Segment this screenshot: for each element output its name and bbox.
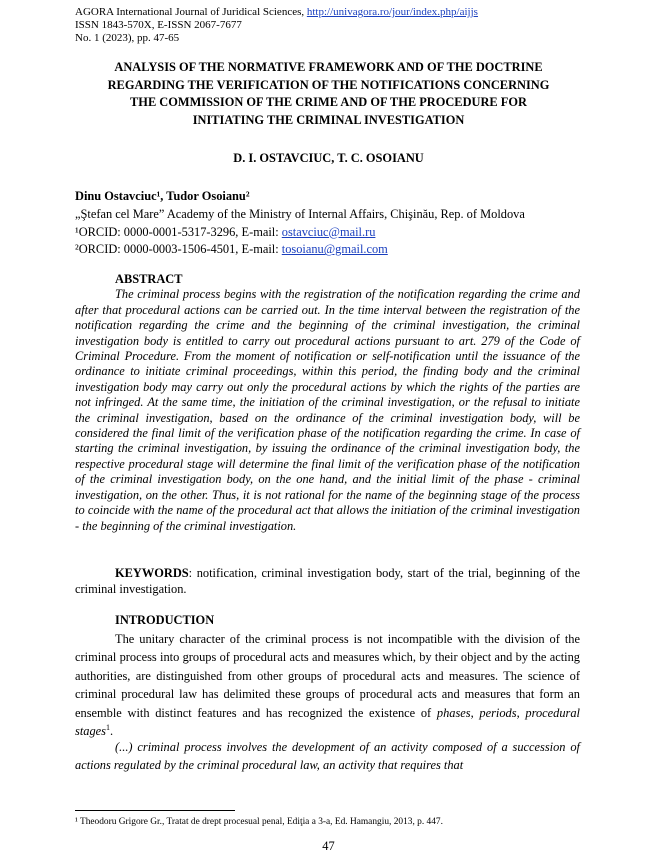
title-line: THE COMMISSION OF THE CRIME AND OF THE PROCEDURE FOR — [130, 95, 527, 109]
intro-text: The unitary character of the criminal process is not incompatible with the division of the criminal process into groups of procedural acts and measures which, by their object and by the acting authorities, are distinguished from other groups of procedural acts and measures. The science of criminal procedural law has delimited these groups of procedural acts and measures that form an ensemble with distinct features and has recognized the existence of — [75, 632, 580, 720]
introduction-paragraph-1 — [75, 630, 580, 740]
author-names: Dinu Ostavciuc¹, Tudor Osoianu² — [75, 189, 250, 203]
title-line: REGARDING THE VERIFICATION OF THE NOTIFICATIONS CONCERNING — [107, 77, 550, 92]
issn-line: ISSN 1843-570X, E-ISSN 2067-7677 — [75, 19, 242, 31]
journal-header — [75, 6, 478, 45]
title-line: ANALYSIS OF THE NORMATIVE FRAMEWORK AND OF THE DOCTRINE — [114, 60, 543, 74]
journal-url-link[interactable]: http://univagora.ro/jour/index.php/aijjs — [306, 6, 478, 18]
abstract-text: The criminal process begins with the registration of the notification regarding the crime and after that procedural actions can be carried out. In the time interval between the registration of the notification regarding the crime and the beginning of the criminal investigation, the criminal investigation body is entitled to carry out procedural actions pursuant to art. 279 of the Code of Criminal Procedure. From the moment of notification or self-notification until the issuance of the ordinance to initiate criminal proceedings, within this period, the finding body and the criminal investigation body may carry out only the procedural actions by which the rights of the parties are not infringed. At the same time, the initiation of the criminal investigation, or the refusal to initiate the criminal investigation, based on the ordinance of the criminal investigation body, will be considered the final limit of the verification phase of the notification regarding the crime. In case of starting the criminal investigation, by issuing the ordinance of the criminal investigation body, the respective procedural stage will determine the final limit of the verification phase of the notification of the criminal investigation body, on the one hand, and the initial limit of the phase - criminal investigation, on the other. Thus, it is not rational for the name of the beginning stage of the process to coincide with the name of the procedural act that allows the initiation of the criminal investigation - the beginning of the criminal investigation. — [75, 287, 580, 533]
footnote: ¹ Theodoru Grigore Gr., Tratat de drept procesual penal, Ediţia a 3-a, Ed. Hamangiu, 2013, p. 447. — [75, 817, 443, 827]
intro-end: . — [109, 724, 114, 739]
paper-title — [75, 59, 582, 129]
affiliation-block — [75, 188, 525, 259]
abstract-section — [75, 272, 580, 534]
introduction-heading: INTRODUCTION — [115, 613, 215, 627]
journal-name: AGORA International Journal of Juridical Sciences, — [75, 6, 307, 18]
orcid-line-1 — [75, 224, 525, 242]
keywords-paragraph — [75, 565, 580, 597]
issue-line: No. 1 (2023), pp. 47-65 — [75, 32, 180, 44]
orcid-1: ¹ORCID: 0000-0001-5317-3296, E-mail: — [75, 224, 282, 239]
orcid-line-2 — [75, 241, 525, 259]
title-line: INITIATING THE CRIMINAL INVESTIGATION — [192, 112, 465, 127]
intro-italic-text: phases, periods, procedural stages — [75, 705, 580, 739]
email-link-1[interactable]: ostavciuc@mail.ru — [281, 224, 376, 239]
authors-short: D. I. OSTAVCIUC, T. C. OSOIANU — [233, 151, 424, 165]
keywords-label: KEYWORDS — [115, 566, 189, 580]
email-link-2[interactable]: tosoianu@gmail.com — [281, 242, 388, 257]
page-number: 47 — [322, 839, 335, 853]
introduction-paragraph-2: (...) criminal process involves the development of an activity composed of a succession of actions regulated by the criminal procedural law, an activity that requires that — [75, 740, 580, 773]
orcid-2: ²ORCID: 0000-0003-1506-4501, E-mail: — [75, 242, 282, 257]
abstract-heading: ABSTRACT — [115, 272, 183, 286]
footnote-rule — [75, 810, 235, 811]
academy-line: „Ştefan cel Mare” Academy of the Ministry of Internal Affairs, Chişinău, Rep. of Moldova — [75, 206, 525, 221]
footnote-marker[interactable]: 1 — [105, 722, 110, 732]
keywords-text: : notification, criminal investigation body, start of the trial, beginning of the criminal investigation. — [75, 566, 580, 596]
